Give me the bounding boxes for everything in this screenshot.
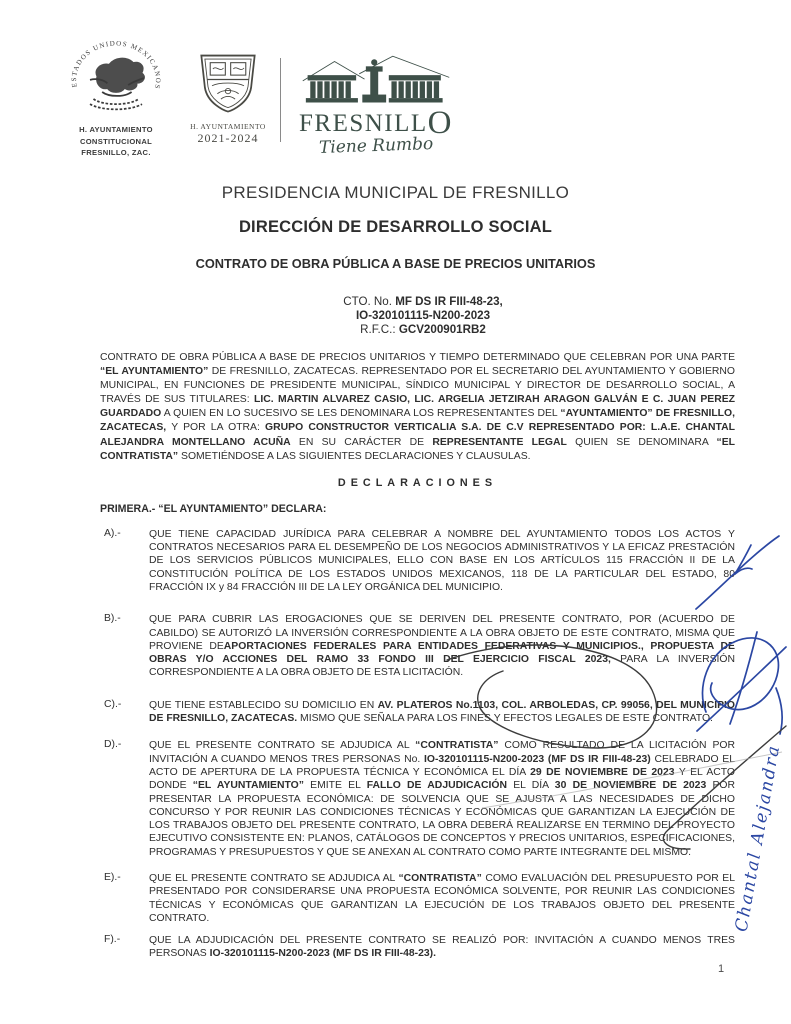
national-eagle-seal-icon bbox=[64, 40, 168, 122]
seal-caption-line: CONSTITUCIONAL bbox=[79, 136, 153, 146]
contract-rfc-line: R.F.C.: GCV200901RB2 bbox=[360, 323, 486, 336]
municipal-coat-of-arms-icon bbox=[192, 103, 264, 120]
intro-paragraph: CONTRATO DE OBRA PÚBLICA A BASE DE PRECIOS UNITARIOS Y TIEMPO DETERMINADO QUE CELEBRAN POR UNA PARTE “EL AYUNTAMIENTO” DE FRESNILLO, ZACATECAS. REPRESENTADO POR EL SECRETARIO DEL AYUNTAMIENTO Y GOBIERNO MUNICIPAL, EN FUNCIONES DE PRESIDENTE MUNICIPAL, SÍNDICO MUNICIPAL Y DIRECTOR DE DESARROLLO SOCIAL, A TRAVÉS DE SUS TITULARES: LIC. MARTIN ALVAREZ CASIO, LIC. ARGELIA JETZIRAH ARAGON GALVÁN E C. JUAN PEREZ GUARDADO A QUIEN EN LO SUCESIVO SE LES DENOMINARA LOS REPRESENTANTES DEL “AYUNTAMIENTO” DE FRESNILLO, ZACATECAS, Y POR LA OTRA: GRUPO CONSTRUCTOR VERTICALIA S.A. DE C.V REPRESENTADO POR: L.A.E. CHANTAL ALEJANDRA MONTELLANO ACUÑA EN SU CARÁCTER DE REPRESENTANTE LEGAL QUIEN SE DENOMINARA “EL CONTRATISTA” SOMETIÉNDOSE A LAS SIGUIENTES DECLARACIONES Y CLAUSULAS. bbox=[100, 352, 736, 462]
item-label: D).- bbox=[104, 739, 122, 751]
item-label: A).- bbox=[104, 527, 121, 539]
item-text: QUE EL PRESENTE CONTRATO SE ADJUDICA AL “CONTRATISTA” COMO RESULTADO DE LA LICITACIÓN POR INVITACIÓN A CUANDO MENOS TRES PERSONAS No. IO-320101115-N200-2023 (MF DS IR FIII-48-23) CELEBRADO EL ACTO DE APERTURA DE LA PROPUESTA TÉCNICA Y ECONÓMICA EL DÍA 29 DE NOVIEMBRE DE 2023 Y EL ACTO DONDE “EL AYUNTAMIENTO” EMITE EL FALLO DE ADJUDICACIÓN EL DÍA 30 DE NOVIEMBRE DE 2023 POR PRESENTAR LA PROPUESTA ECONÓMICA: DE SOLVENCIA QUE SE AJUSTA A LAS NECESIDADES DE DICHO CONCURSO Y POR REUNIR LAS CONDICIONES TÉCNICAS Y ECONÓMICAS QUE GARANTIZAN LA EJECUCIÓN DE LOS TRABAJOS OBJETO DEL PRESENTE CONTRATO, LA OBRA DEBERÁ REALIZARSE EN TERMINO DEL PROYECTO EJECUTIVO CONSISTENTE EN: PLANOS, CATÁLOGOS DE CONCEPTOS Y PRECIOS UNITARIOS, ESPECIFICACIONES, PROGRAMAS Y PRESUPUESTOS Y QUE SE ANEXAN AL CONTRATO COMO PARTE INTEGRANTE DEL MISMO. bbox=[149, 740, 736, 858]
svg-text:ESTADOS UNIDOS MEXICANOS: ESTADOS UNIDOS MEXICANOS bbox=[71, 40, 161, 91]
item-text: QUE LA ADJUDICACIÓN DEL PRESENTE CONTRATO SE REALIZÓ POR: INVITACIÓN A CUANDO MENOS TRES PERSONAS IO-320101115-N200-2023 (MF DS IR FIII-48-23). bbox=[149, 935, 735, 960]
national-seal-block bbox=[60, 40, 172, 158]
item-label: E).- bbox=[104, 871, 121, 883]
document-body bbox=[0, 183, 791, 961]
seal-caption-line: FRESNILLO, ZAC. bbox=[81, 148, 151, 158]
item-label: B).- bbox=[104, 613, 121, 625]
item-text: QUE EL PRESENTE CONTRATO SE ADJUDICA AL “CONTRATISTA” COMO EVALUACIÓN DEL PRESUPUESTO POR EL PRESENTADO POR CONSIDERARSE UNA PROPUESTA ECONÓMICA SOLVENTE, POR REUNIR LAS CONDICIONES TÉCNICAS Y ECONÓMICAS QUE GARANTIZAN LA EJECUCIÓN DE LOS TRABAJOS OBJETO DEL PRESENTE CONTRATO. bbox=[149, 872, 735, 924]
document-header bbox=[60, 40, 480, 158]
fresnillo-wordmark: FRESNILLO bbox=[298, 105, 454, 141]
item-label: C).- bbox=[104, 698, 122, 710]
item-text: QUE TIENE ESTABLECIDO SU DOMICILIO EN AV. PLATEROS No.1103, COL. ARBOLEDAS, CP. 99056, DEL MUNICIPIO DE FRESNILLO, ZACATECAS. MISMO QUE SEÑALA PARA LOS FINES Y EFECTOS LEGALES DE ESTE CONTRATO. bbox=[149, 699, 736, 725]
header-divider bbox=[280, 58, 281, 142]
seal-caption-line: H. AYUNTAMIENTO bbox=[79, 125, 153, 134]
municipal-coat-block bbox=[180, 40, 276, 146]
coat-caption-years: 2021-2024 bbox=[197, 131, 259, 145]
declaration-item-a bbox=[100, 528, 735, 594]
coat-caption-line: H. AYUNTAMIENTO bbox=[190, 122, 266, 131]
fresnillo-logo bbox=[287, 40, 465, 156]
declaration-item-c bbox=[100, 699, 735, 726]
declaration-item-e bbox=[100, 872, 735, 925]
title-direccion: DIRECCIÓN DE DESARROLLO SOCIAL bbox=[238, 218, 553, 236]
item-text: QUE TIENE CAPACIDAD JURÍDICA PARA CELEBRAR A NOMBRE DEL AYUNTAMIENTO TODOS LOS ACTOS Y CONTRATOS NECESARIOS PARA EL DESEMPEÑO DE LOS NEGOCIOS ADMINISTRATIVOS Y LA EFICAZ PRESTACIÓN DE LOS SERVICIOS PÚBLICOS MUNICIPALES, ELLO CON BASE EN LOS ARTÍCULOS 115 FRACCIÓN II DE LA CONSTITUCIÓN POLÍTICA DE LOS ESTADOS UNIDOS MEXICANOS, 118 DE LA PARTICULAR DEL ESTADO, 80 FRACCIÓN IX y 84 FRACCIÓN III DE LA LEY ORGÁNICA DEL MUNICIPIO. bbox=[149, 528, 735, 593]
fresnillo-tagline: Tiene Rumbo bbox=[318, 134, 434, 158]
title-contrato: CONTRATO DE OBRA PÚBLICA A BASE DE PRECIOS UNITARIOS bbox=[195, 256, 596, 271]
declarations-heading: DECLARACIONES bbox=[337, 476, 498, 489]
handwritten-signature-name: Chantal Alejandra bbox=[731, 742, 785, 934]
title-presidencia: PRESIDENCIA MUNICIPAL DE FRESNILLO bbox=[221, 183, 570, 202]
page-number: 1 bbox=[718, 963, 725, 975]
contract-number-line1: CTO. No. MF DS IR FIII-48-23, bbox=[343, 295, 503, 308]
contract-reference-block bbox=[0, 295, 791, 337]
contract-number-line2: IO-320101115-N200-2023 bbox=[355, 309, 491, 322]
declaration-item-d bbox=[100, 739, 735, 859]
item-label: F).- bbox=[104, 934, 121, 946]
item-text: QUE PARA CUBRIR LAS EROGACIONES QUE SE DERIVEN DEL PRESENTE CONTRATO, POR (ACUERDO DE CABILDO) SE AUTORIZÓ LA INVERSIÓN CORRESPONDIENTE A LA OBRA OBJETO DE ESTE CONTRATO, MISMA QUE PROVIENE DEAPORTACIONES FEDERALES PARA ENTIDADES FEDERATIVAS Y MUNICIPIOS., PROPUESTA DE OBRAS Y/O ACCIONES DEL RAMO 33 FONDO III DEL EJERCICIO FISCAL 2023, PARA LA INVERSIÓN CORRESPONDIENTE A LA OBRA OBJETO DE ESTA LICITACIÓN. bbox=[149, 614, 736, 679]
declaration-item-f bbox=[100, 934, 735, 961]
declaration-item-b bbox=[100, 613, 735, 679]
declarations-subheading: PRIMERA.- “EL AYUNTAMIENTO” DECLARA: bbox=[100, 502, 327, 515]
